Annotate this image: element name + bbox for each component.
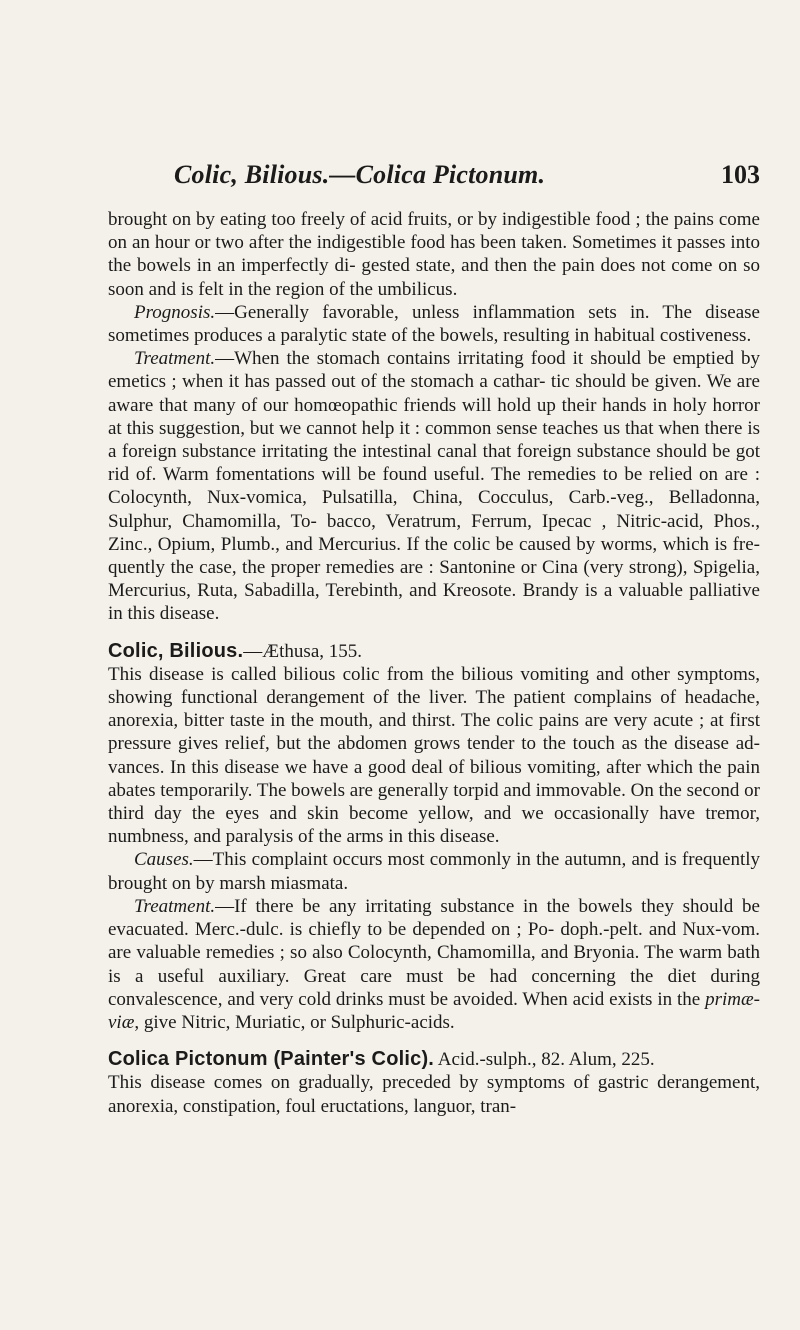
- page-body: [108, 208, 760, 1118]
- bilious-description-paragraph: [108, 663, 760, 849]
- treatment-label: Treatment.: [134, 348, 216, 370]
- intro-paragraph: [108, 208, 760, 301]
- treatment-paragraph: [108, 347, 760, 625]
- treatment-text: —When the stomach contains irritating food it should be emptied by emetics ; when it has passed out of the stomach a cathar- tic should be given. We are aware that many of our homœopathic friends will hold up their hands in holy horror at this suggestion, but we cannot help it : common sense teaches us that when there is a foreign substance irritating the intestinal canal that foreign substance should be got rid of. Warm fomentations will be found useful. The remedies to be relied on are : Colocynth, Nux-vomica, Pulsatilla, China, Cocculus, Carb.-veg., Belladonna, Sulphur, Chamomilla, To- bacco, Veratrum, Ferrum, Ipecac , Nitric-acid, Phos., Zinc., Opium, Plumb., and Mercurius. If the colic be caused by worms, which is fre- quently the case, the proper remedies are : Santonine or Cina (very strong), Spigelia, Mercurius, Ruta, Sabadilla, Terebinth, and Kreosote. Brandy is a valuable palliative in this disease.: [108, 348, 760, 625]
- intro-text: brought on by eating too freely of acid fruits, or by indigestible food ; the pains come on an hour or two after the indigestible food has been taken. Sometimes it passes into the bowels in an imperfectly di- gested state, and then the pain does not come on so soon and is felt in the region of the umbilicus.: [108, 209, 760, 300]
- bilious-description: This disease is called bilious colic from the bilious vomiting and other symptoms, showing functional derangement of the liver. The patient complains of headache, anorexia, bitter taste in the mouth, and thirst. The colic pains are very acute ; at first pressure gives relief, but the abdomen grows tender to the touch as the disease ad- vances. In this disease we have a good deal of bilious vomiting, after which the pain abates temporarily. The bowels are generally torpid and immovable. On the second or third day the eyes and skin become yellow, and we occasionally have tremor, numbness, and paralysis of the arms in this disease.: [108, 663, 760, 848]
- bilious-colic-remedy: —Æthusa, 155.: [243, 640, 362, 662]
- bilious-causes-paragraph: [108, 848, 760, 894]
- bilious-colic-heading: Colic, Bilious.: [108, 639, 244, 662]
- pictonum-description: This disease comes on gradually, preceded by symptoms of gastric derangement, anorexia, constipation, foul eructations, languor, tran-: [108, 1072, 760, 1117]
- prognosis-label: Prognosis.: [134, 301, 216, 323]
- colica-pictonum-remedy: Acid.-sulph., 82. Alum, 225.: [434, 1049, 655, 1071]
- bilious-causes-label: Causes.: [134, 849, 194, 871]
- bilious-colic-paragraph: [108, 640, 760, 663]
- bilious-treatment-paragraph: [108, 895, 760, 1034]
- running-title: Colic, Bilious.—Colica Pictonum.: [174, 160, 546, 189]
- bilious-treatment-text-b: , give Nitric, Muriatic, or Sulphuric-acids.: [134, 1011, 455, 1033]
- page-number: 103: [721, 160, 760, 189]
- bilious-causes-text: —This complaint occurs most commonly in the autumn, and is frequently brought on by marsh miasmata.: [108, 849, 760, 894]
- page-header: [108, 156, 760, 196]
- bilious-treatment-text-a: —If there be any irritating substance in the bowels they should be evacuated. Merc.-dulc. is chiefly to be depended on ; Po- doph.-pelt. and Nux-vom. are valuable remedies ; so also Colocynth, Chamomilla, and Bryonia. The warm bath is a useful auxiliary. Great care must be had concerning the diet during convalescence, and very cold drinks must be avoided. When acid exists in the: [108, 895, 760, 1010]
- colica-pictonum-heading: Colica Pictonum (Painter's Colic).: [108, 1048, 435, 1071]
- bilious-treatment-label: Treatment.: [134, 895, 216, 917]
- prognosis-paragraph: [108, 301, 760, 347]
- bilious-treatment-italic: primæ-viæ: [108, 988, 760, 1033]
- prognosis-text: —Generally favorable, unless inflammation sets in. The disease sometimes produces a paralytic state of the bowels, resulting in habitual costiveness.: [108, 301, 760, 347]
- pictonum-description-paragraph: [108, 1071, 760, 1117]
- colica-pictonum-paragraph: [108, 1048, 760, 1071]
